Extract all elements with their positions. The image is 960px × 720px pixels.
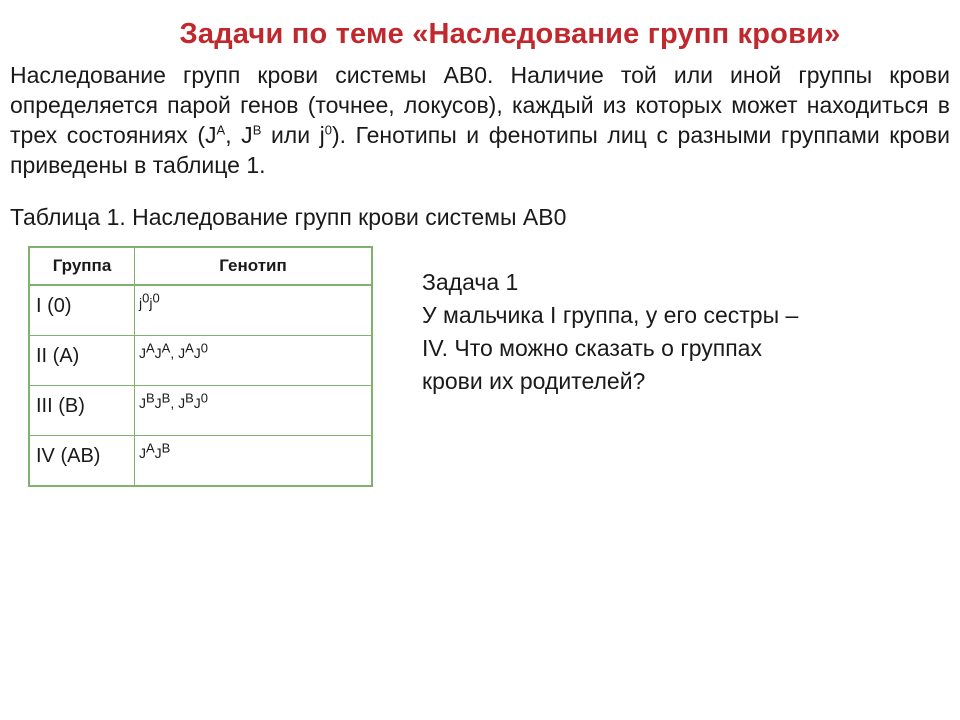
cell-group: III (B): [29, 386, 135, 436]
cell-genotype: [135, 436, 373, 487]
cell-genotype: [135, 386, 373, 436]
allele: J: [154, 445, 162, 461]
genotype-separator: ,: [170, 345, 179, 361]
genotype-separator: ,: [170, 395, 179, 411]
allele-sup: A: [146, 340, 155, 356]
allele: J: [193, 345, 201, 361]
intro-sup-b: B: [252, 122, 262, 138]
allele-sup: 0: [142, 290, 150, 306]
allele: J: [139, 345, 146, 361]
table-row: [29, 285, 372, 336]
allele-sup: B: [185, 390, 194, 406]
table-row: [29, 386, 372, 436]
cell-group: I (0): [29, 285, 135, 336]
table-caption: Таблица 1. Наследование групп крови системы АВ0: [10, 204, 567, 230]
allele: J: [139, 445, 146, 461]
allele: J: [193, 395, 201, 411]
header-group: Группа: [29, 247, 135, 285]
allele-sup: A: [185, 340, 194, 356]
allele-sup: 0: [200, 390, 209, 406]
task-line: У мальчика I группа, у его сестры –: [422, 302, 799, 328]
table-row: [29, 436, 372, 487]
allele-sup: B: [161, 440, 171, 456]
intro-sup-a: A: [216, 122, 226, 138]
allele-sup: 0: [200, 340, 209, 356]
allele-sup: A: [161, 340, 171, 356]
intro-text-4: ). Генотипы и фенотипы лиц с разными группами крови приведены в таблице 1.: [10, 122, 950, 178]
intro-sup-0: 0: [324, 122, 333, 138]
intro-text-3: или j: [261, 122, 325, 148]
allele-sup: A: [146, 440, 155, 456]
allele: J: [154, 345, 162, 361]
allele: J: [139, 395, 146, 411]
allele-sup: B: [161, 390, 171, 406]
intro-paragraph: [10, 60, 950, 180]
task-line: крови их родителей?: [422, 368, 646, 394]
cell-group: IV (AB): [29, 436, 135, 487]
allele-sup: 0: [152, 290, 160, 306]
allele: j: [139, 295, 143, 311]
cell-genotype: [135, 285, 373, 336]
allele: J: [154, 395, 162, 411]
cell-group: II (A): [29, 336, 135, 386]
intro-text-1: Наследование групп крови системы АВ0. Наличие той или иной группы крови определяется парой генов (точнее, локусов), каждый из которых может находиться в трех состояниях (J: [10, 62, 950, 148]
slide-title: Задачи по теме «Наследование групп крови»: [179, 18, 841, 50]
cell-genotype: [135, 336, 373, 386]
header-genotype: Генотип: [135, 247, 373, 285]
allele: j: [149, 295, 153, 311]
blood-group-table: [28, 246, 373, 487]
allele-sup: B: [146, 390, 155, 406]
table-row: [29, 336, 372, 386]
table-header-row: [29, 247, 372, 285]
intro-text-2: , J: [225, 122, 253, 148]
task-heading: Задача 1: [422, 269, 519, 295]
allele: J: [178, 395, 186, 411]
task-block: [422, 266, 922, 398]
allele: J: [178, 345, 186, 361]
task-line: IV. Что можно сказать о группах: [422, 335, 762, 361]
